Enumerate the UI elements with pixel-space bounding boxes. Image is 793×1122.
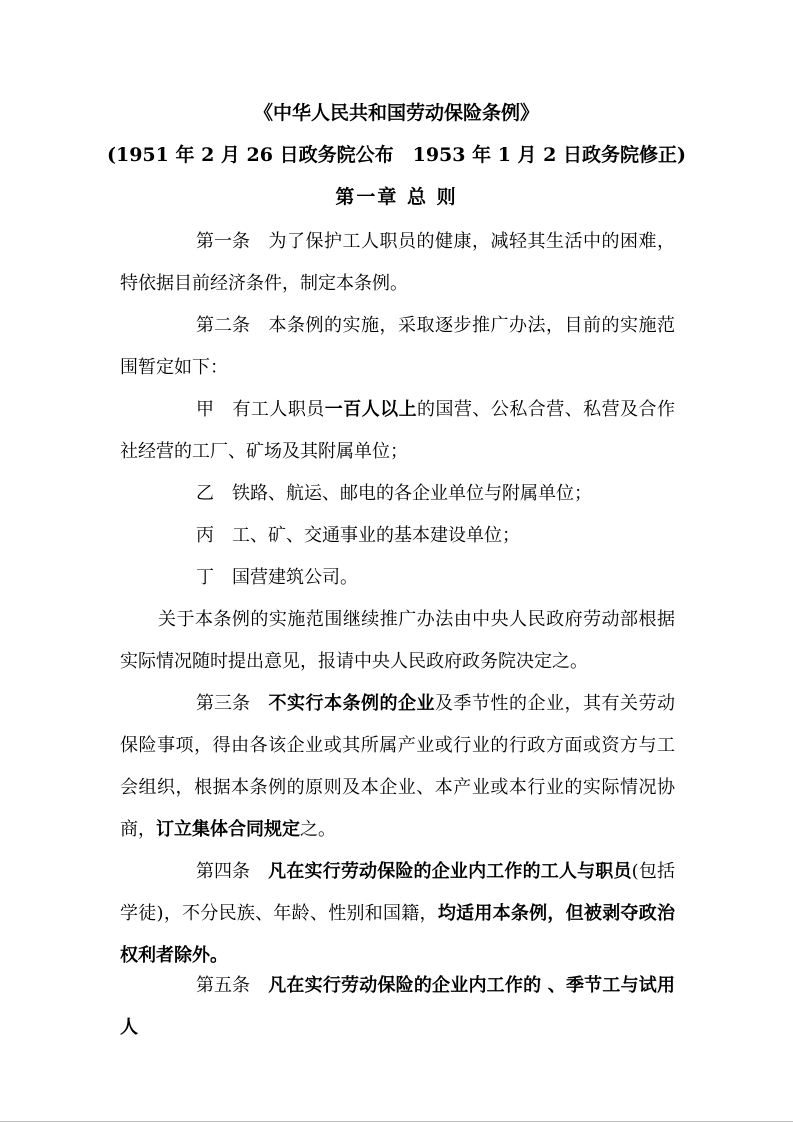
article-3-label: 第三条 [196,693,250,714]
scope-paragraph: 关于本条例的实施范围继续推广办法由中央人民政府劳动部根据实际情况随时提出意见，报请中央人民政府政务院决定之。 [120,609,675,672]
item-bing-label: 丙 [196,525,214,546]
item-jia [120,389,675,473]
article-1-label: 第一条 [196,231,250,252]
article-5-label: 第五条 [196,975,250,996]
chapter-heading: 第一章 总 则 [335,186,458,208]
item-ding-text: 国营建筑公司。 [232,567,358,588]
article-3-text-2: 之。 [300,819,336,840]
item-bing [120,515,675,557]
item-jia-text-bold: 一百人以上 [324,399,418,420]
article-5 [120,965,675,1049]
item-yi-label: 乙 [196,483,214,504]
item-jia-text-post: 的国营、公私合营、私营及合作社经营的工厂、矿场及其附属单位； [120,399,676,462]
item-yi [120,473,675,515]
document-title: 《中华人民共和国劳动保险条例》 [253,102,539,124]
article-3 [120,683,675,851]
article-2-text: 本条例的实施，采取逐步推广办法，目前的实施范围暂定如下： [120,315,675,378]
article-1 [120,221,675,305]
item-jia-text-pre: 有工人职员 [232,399,325,420]
item-ding [120,557,675,599]
article-1-text: 为了保护工人职员的健康，减轻其生活中的困难，特依据目前经济条件，制定本条例。 [120,231,675,294]
article-3-bold-1: 不实行本条例的企业 [268,693,435,714]
article-3-text-1: 及季节性的企业，其有关劳动保险事项，得由各该企业或其所属产业或行业的行政方面或资方与工会组织，根据本条例的原则及本企业、本产业或本行业的实际情况协商， [120,693,675,840]
item-yi-text: 铁路、航运、邮电的各企业单位与附属单位； [232,483,592,504]
article-4-bold-2: 均适用本条例，但被剥夺政治权利者除外。 [120,903,675,966]
article-4 [120,851,675,977]
item-bing-text: 工、矿、交通事业的基本建设单位； [232,525,520,546]
item-jia-label: 甲 [196,399,214,420]
document-subtitle: (1951 年 2 月 26 日政务院公布 1953 年 1 月 2 日政务院修正) [107,144,686,166]
item-ding-label: 丁 [196,567,214,588]
article-4-bold-1: 凡在实行劳动保险的企业内工作的工人与职员 [268,861,632,882]
article-4-text-1: (包括学徒)，不分民族、年龄、性别和国籍， [120,861,675,924]
article-5-bold-1: 凡在实行劳动保险的企业内工作的 、季节工与试用人 [120,975,675,1038]
article-3-bold-2: 订立集体合同规定 [156,819,300,840]
article-2 [120,305,675,389]
article-4-label: 第四条 [196,861,250,882]
article-2-label: 第二条 [196,315,250,336]
